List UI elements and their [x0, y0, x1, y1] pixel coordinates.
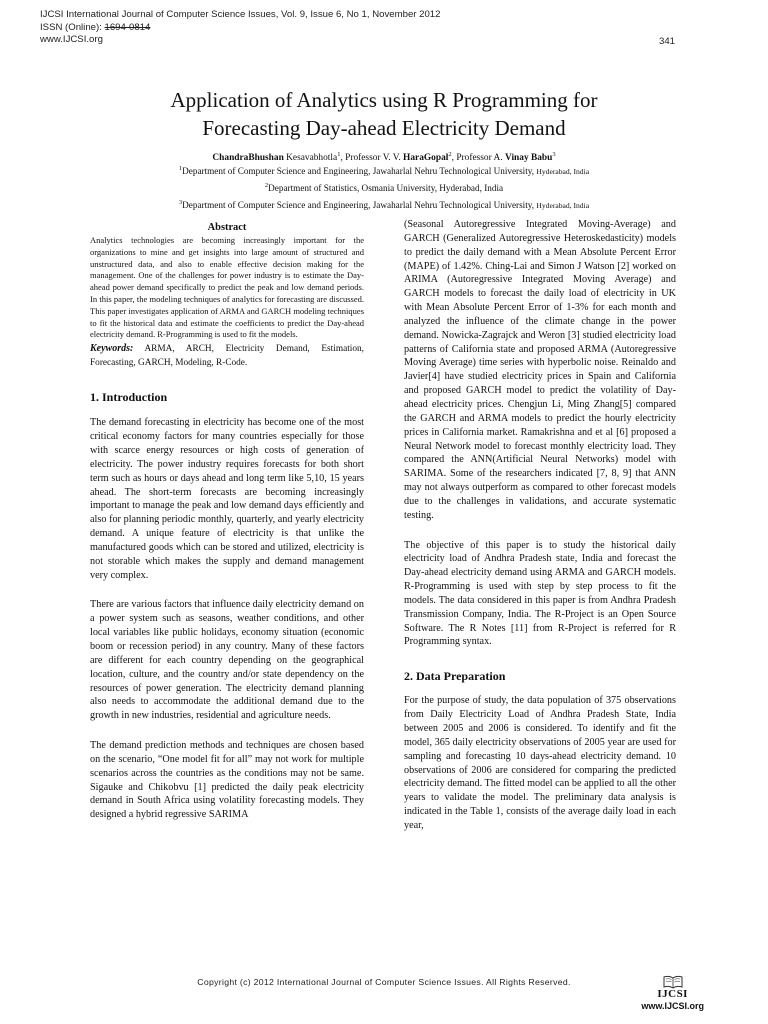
affiliation-2-text: Department of Statistics, Osmania University, Hyderabad, India: [268, 183, 504, 194]
author-1-first: ChandraBhushan: [212, 153, 284, 164]
affiliation-1-text: Department of Computer Science and Engineering, Jawaharlal Nehru Technological University,: [182, 166, 537, 177]
right-column: [404, 218, 676, 833]
affiliation-3: [0, 196, 768, 213]
affiliation-1-city: Hyderabad, India: [536, 167, 590, 177]
open-book-icon: [663, 975, 683, 989]
author-sep-1: , Professor V. V.: [340, 153, 404, 164]
author-3-sup: 3: [552, 151, 556, 158]
ijcsi-logo: [641, 975, 704, 1012]
issn-prefix: ISSN (Online):: [40, 21, 105, 33]
affiliation-3-city: Hyderabad, India: [536, 200, 590, 210]
page-number: 341: [658, 36, 675, 47]
intro-paragraph-3: The demand prediction methods and techniques are chosen based on the scenario, “One model fit for all” may not work for multiple scenarios across the countries as the conditions may not be same. Sigauke and Chikobvu [1] predicted the daily peak electricity demand in South Africa using volatility forecasting models. They designed a hybrid regressive SARIMA: [90, 740, 364, 821]
intro-paragraph-5: The objective of this paper is to study the historical daily electricity load of Andhra Pradesh state, India and forecast the Day-ahead electricity demand using ARMA and GARCH models. R-Programming is used with step by step process to fit the models. The data considered in this paper is from Andhra Pradesh Transmission Company, India. The R-Project is an Open Source Software. The R Notes [11] from R-Project is referred for R Programming syntax.: [404, 539, 676, 648]
title-line-2: Forecasting Day-ahead Electricity Demand: [202, 116, 566, 140]
left-column: [90, 222, 364, 822]
logo-url[interactable]: www.IJCSI.org: [641, 1001, 704, 1011]
author-2-sup: 2: [448, 151, 452, 158]
affiliation-1-sup: 1: [178, 165, 183, 172]
abstract-body: Analytics technologies are becoming increasingly important for the organizations to mine and get insights into large amount of structured and unstructured data, and also to enable effective decision making for the management. One of the challenges for power industry is to estimate the Day-ahead power demand specifically to predict the peak and low demand periods. In this paper, the modeling techniques of analytics for forecasting are discussed. This paper investigates application of ARMA and GARCH modeling techniques to fit the historical data and estimate the coefficients to predict the Day-ahead electricity demand. R-Programming is used to fit the models.: [90, 235, 364, 340]
title-line-1: Application of Analytics using R Programming for: [170, 88, 598, 112]
author-1-sup: 1: [337, 151, 341, 158]
running-header: [40, 9, 440, 47]
issn: [40, 22, 440, 35]
affiliation-2-sup: 2: [264, 182, 269, 190]
paper-title: [0, 86, 768, 142]
section-heading-introduction: 1. Introduction: [90, 390, 168, 405]
author-2-name: HaraGopal: [403, 153, 449, 164]
intro-paragraph-2: There are various factors that influence daily electricity demand on a power system such as seasons, weather conditions, and other local variables like public holidays, economy situation (economic boom or recession period) in any country. Many of these factors are different for each country depending on the geographical location, culture, and the country and/or state dependency on the resources of power generation. The electricity demand planning also needs to accommodate the additional demand due to the growth in new industries, residential and agriculture needs.: [90, 599, 364, 722]
section-heading-data-preparation: 2. Data Preparation: [404, 669, 506, 684]
author-sep-2: , Professor A.: [451, 153, 506, 164]
affiliation-2: [0, 179, 768, 195]
keywords-list: ARMA, ARCH, Electricity Demand, Estimation, Forecasting, GARCH, Modeling, R-Code.: [90, 344, 364, 368]
affiliations: [0, 162, 768, 213]
journal-website[interactable]: www.IJCSI.org: [40, 34, 103, 46]
author-1-last: Kesavabhotla: [283, 153, 338, 164]
affiliation-3-sup: 3: [178, 198, 183, 206]
data-paragraph-1: For the purpose of study, the data population of 375 observations from Daily Electricity Load of Andhra Pradesh State, India between 2005 and 2006 is considered. To identify and fit the model, 365 daily electricity observations of 2005 year are used for sampling and forecasting 10 days-ahead electricity demand. 10 observations of 2006 are considered for comparing the predicted electricity demand. The fitted model can be applied to all the other years to validate the model. The preliminary data analysis is indicated in the Table 1, consists of the average daily load in each year,: [404, 695, 676, 831]
intro-paragraph-1: The demand forecasting in electricity has become one of the most critical economy factors for many countries especially for those with scarce energy resources or high costs of generation of electricity. The power industry requires forecasts for both short term such as hours or days ahead and long term like 5,10, 15 years ahead. The short-term forecasts are becoming increasingly important to manage the peak and low demand days efficiently and also for planning periodic monthly, quarterly, and yearly electricity demand. A unique feature of electricity is that unlike the manufactured goods which can be stored and utilized, electricity is not storable which makes the supply and demand management very complex.: [90, 417, 364, 581]
journal-name: IJCSI International Journal of Computer Science Issues, Vol. 9, Issue 6, No 1, November 2012: [40, 9, 441, 20]
logo-name: IJCSI: [657, 988, 688, 1000]
issn-number: 1694-0814: [104, 21, 151, 33]
affiliation-1: [0, 162, 768, 179]
keywords-label: Keywords:: [90, 343, 134, 355]
author-3-name: Vinay Babu: [505, 153, 553, 164]
abstract-heading: Abstract: [207, 222, 247, 233]
affiliation-3-text: Department of Computer Science and Engineering, Jawaharlal Nehru Technological University,: [182, 199, 537, 210]
copyright-footer: Copyright (c) 2012 International Journal of Computer Science Issues. All Rights Reserved.: [197, 977, 571, 987]
keywords: [90, 342, 364, 370]
intro-paragraph-4: (Seasonal Autoregressive Integrated Moving-Average) and GARCH (Generalized Autoregressive Heteroskedasticity) models to predict the daily demand with a Mean Absolute Percent Error (MAPE) of 1.42%. Ching-Lai and Simon J Watson [2] worked on ARIMA (Autoregressive Integrated Moving Average) and GARCH models to forecast the daily load of electricity in UK with Mean Absolute Percent Error of 1-3% for each month and analyzed the influence of the climate change in the power demand. Nowicka-Zagrajck and Weron [3] studied electricity load patterns of California state and proposed ARMA (Autoregressive Moving Average) time series with hyperbolic noise. Reinaldo and Javier[4] have studied electricity prices in Spain and California and proposed GARCH model to predict the volatility of Day-ahead electricity prices. Chengjun Li, Ming Zhang[5] compared the GARCH and ARMA models to predict the hourly electricity prices in California market. Ramakrishna and et al [6] proposed a Neural Network model to forecast monthly electricity load. They compared the ANN(Artificial Neural Networks) model with SARIMA. Some of the researchers indicated [7, 8, 9] that ANN may not always outperform as compared to other forecast models due to the challenges in validations, and accurate systematic testing.: [404, 219, 676, 521]
